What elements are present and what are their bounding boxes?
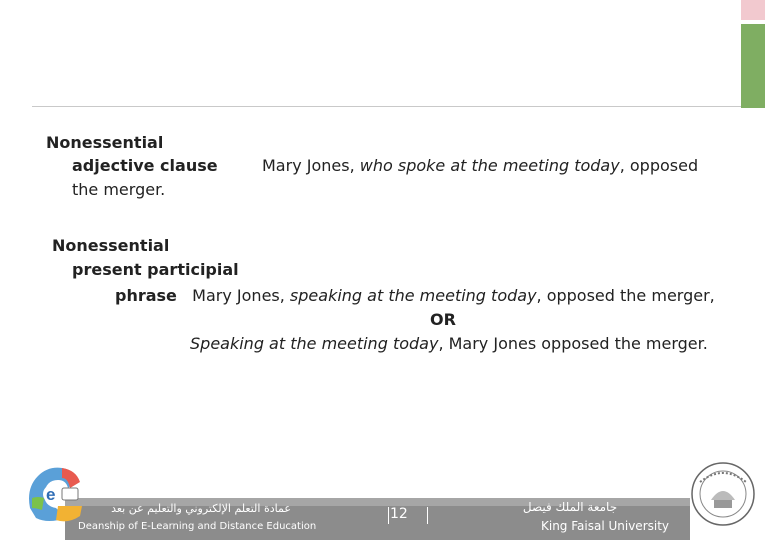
svg-text:e: e xyxy=(46,485,56,504)
deanship-english: Deanship of E-Learning and Distance Education xyxy=(78,521,317,532)
university-seal-icon xyxy=(678,460,768,526)
block2-example2 xyxy=(190,333,708,355)
corner-pink-tab xyxy=(741,0,765,20)
block2-ex2-italic: Speaking at the meeting today xyxy=(190,334,439,353)
block1-example-after: , opposed xyxy=(619,156,699,175)
block2-ex1-after: , opposed the merger, xyxy=(536,286,715,305)
university-english: King Faisal University xyxy=(541,519,670,533)
page-number-bar-left xyxy=(388,507,389,524)
block2-ex2-after: , Mary Jones opposed the merger. xyxy=(438,334,708,353)
block2-ex1-italic: speaking at the meeting today xyxy=(289,286,537,305)
block1-example-italic: who spoke at the meeting today xyxy=(359,156,620,175)
deanship-arabic: عمادة التعلم الإلكتروني والتعليم عن بعد xyxy=(111,502,291,515)
block2-label-line2: present participial xyxy=(72,260,239,279)
elearning-logo-icon xyxy=(22,458,86,528)
corner-green-tab xyxy=(741,24,765,108)
page-number-bar-right xyxy=(427,507,428,524)
block1-label-line3: the merger. xyxy=(72,180,166,199)
block2-label-line3: phrase xyxy=(115,286,177,305)
block1-example xyxy=(262,155,698,177)
block1-example-before: Mary Jones, xyxy=(262,156,360,175)
block1-label-line1: Nonessential xyxy=(46,133,164,152)
block2-or: OR xyxy=(430,310,456,329)
title-divider xyxy=(32,106,741,107)
block2-example1 xyxy=(115,285,715,307)
block2-label-line1: Nonessential xyxy=(52,236,170,255)
block1-label-line2: adjective clause xyxy=(72,156,218,175)
page-number: 12 xyxy=(390,506,408,522)
university-arabic: جامعة الملك فيصل xyxy=(522,500,618,514)
block2-ex1-before: Mary Jones, xyxy=(192,286,290,305)
